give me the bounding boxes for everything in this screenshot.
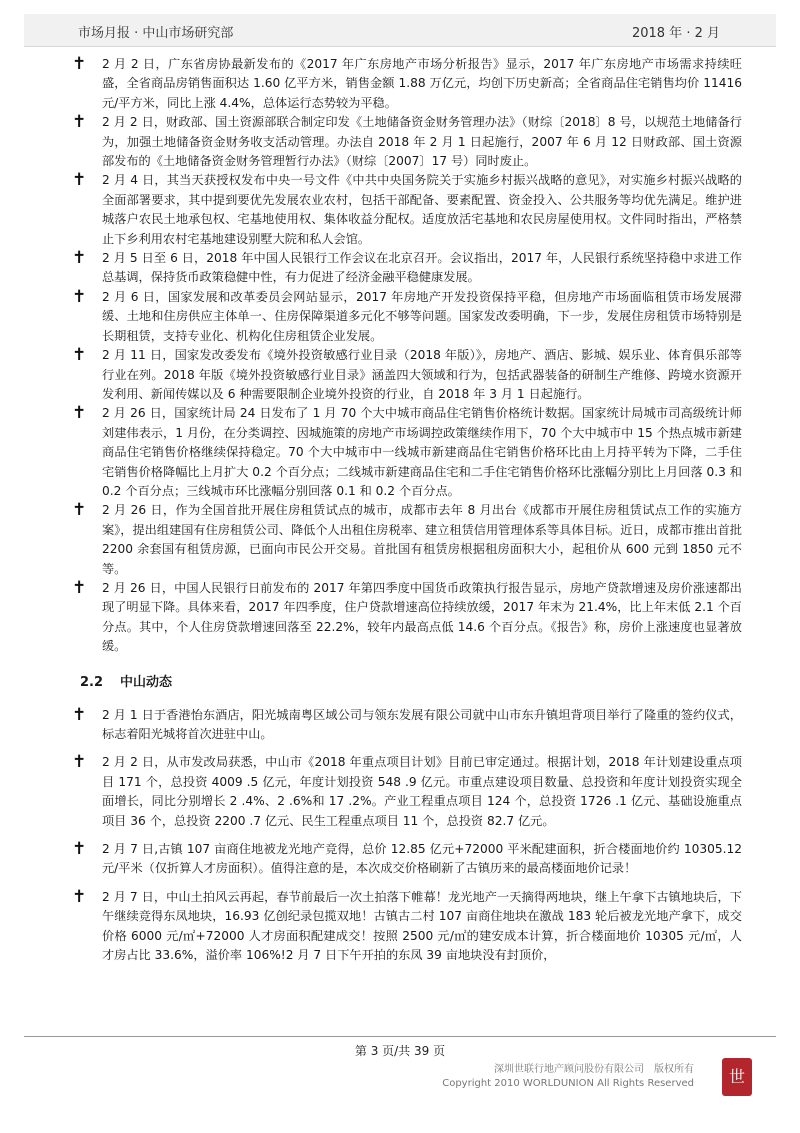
footer-divider — [24, 1036, 776, 1037]
section-zhongshan-news — [72, 706, 742, 966]
dagger-bullet-icon: ✝ — [72, 112, 87, 133]
dagger-bullet-icon: ✝ — [72, 345, 87, 366]
news-item — [72, 55, 742, 113]
news-item — [72, 113, 742, 171]
news-item — [72, 579, 742, 657]
news-item — [72, 288, 742, 346]
news-item-text: 2 月 26 日，中国人民银行日前发布的 2017 年第四季度中国货币政策执行报告显示，房地产贷款增速及房价涨速都出现了明显下降。具体来看，2017 年四季度，住户贷款增速高位持续放缓，2017 年末为 21.4%，比上年末低 2.1 个百分点。其中，个人住房贷款增速回落至 22.2%，较年内最高点低 14.6 个百分点。《报告》称，房价上涨速度也显著放缓。 — [102, 580, 742, 654]
dagger-bullet-icon: ✝ — [72, 170, 87, 191]
header-date: 2018 年 · 2 月 — [631, 26, 720, 41]
news-item — [72, 404, 742, 501]
news-item-text: 2 月 7 日，中山土拍风云再起，春节前最后一次土拍落下帷幕！龙光地产一天摘得两地块，继上午拿下古镇地块后，下午继续竞得东凤地块，16.93 亿创纪录包揽双地！古镇古二村 107 亩商住地块在激战 183 轮后被龙光地产拿下，成交价格 6000 元/㎡+72000 人才房面积配建成交！按照 2500 元/㎡的建安成本计算，折合楼面地价 10305 元/㎡，人才房占比 33.6%，溢价率 106%!2 月 7 日下午开拍的东凤 39 亩地块没有封顶价， — [102, 889, 742, 963]
news-item-text: 2 月 26 日，作为全国首批开展住房租赁试点的城市，成都市去年 8 月出台《成都市开展住房租赁试点工作的实施方案》，提出组建国有住房租赁公司、降低个人出租住房税率、建立租赁信用管理体系等具体目标。近日，成都市推出首批 2200 余套国有租赁房源，已面向市民公开交易。首批国有租赁房根据租房面积大小，起租价从 600 元到 1850 元不等。 — [102, 503, 742, 576]
page-number: 第 3 页/共 39 页 — [354, 1044, 446, 1058]
copyright-text: Copyright 2010 WORLDUNION All Rights Reserved — [442, 1078, 694, 1089]
dagger-bullet-icon: ✝ — [72, 248, 87, 269]
news-item — [72, 840, 742, 879]
section-heading — [80, 671, 742, 690]
news-item-text: 2 月 1 日于香港怡东酒店，阳光城南粤区域公司与领东发展有限公司就中山市东升镇坦背项目举行了隆重的签约仪式，标志着阳光城将首次进驻中山。 — [102, 707, 742, 741]
dagger-bullet-icon: ✝ — [72, 839, 87, 860]
section-number: 2.2 — [80, 674, 104, 690]
header-title: 市场月报 · 中山市场研究部 — [78, 26, 234, 41]
dagger-bullet-icon: ✝ — [72, 403, 87, 424]
news-item — [72, 501, 742, 579]
news-item-text: 2 月 2 日，广东省房协最新发布的《2017 年广东房地产市场分析报告》显示，2017 年广东房地产市场需求持续旺盛，全省商品房销售面积达 1.60 亿平方米，销售金额 1.88 万亿元，均创下历史新高；全省商品住宅销售均价 11416 元/平方米，同比上涨 4.4%，总体运行态势较为平稳。 — [102, 57, 742, 110]
dagger-bullet-icon: ✝ — [72, 500, 87, 521]
news-item-text: 2 月 2 日，从市发改局获悉，中山市《2018 年重点项目计划》目前已审定通过。根据计划，2018 年计划建设重点项目 171 个，总投资 4009 .5 亿元，年度计划投资 548 .9 亿元。市重点建设项目数量、总投资和年度计划投资实现全面增长，同比分别增长 2 .4%、2 .6%和 17 .2%。产业工程重点项目 124 个，总投资 1726 .1 亿元、基础设施重点项目 36 个，总投资 2200 .7 亿元、民生工程重点项目 11 个，总投资 82.7 亿元。 — [102, 755, 742, 828]
news-item-text: 2 月 6 日，国家发展和改革委员会网站显示，2017 年房地产开发投资保持平稳，但房地产市场面临租赁市场发展滞缓、土地和住房供应主体单一、住房保障渠道多元化不够等问题。国家发改委明确，下一步，发展住房租赁市场特别是长期租赁，支持专业化、机构化住房租赁企业发展。 — [102, 289, 742, 343]
footer-company — [442, 1063, 694, 1091]
news-item-text: 2 月 26 日，国家统计局 24 日发布了 1 月 70 个大中城市商品住宅销售价格统计数据。国家统计局城市司高级统计师刘建伟表示，1 月份，在分类调控、因城施策的房地产市场调控政策继续作用下，70 个大中城市中 15 个热点城市新建商品住宅销售价格继续保持稳定。70 个大中城市中一线城市新建商品住宅销售价格环比由上月持平转为下降，二手住宅销售价格降幅比上月扩大 0.2 个百分点；二线城市新建商品住宅和二手住宅销售价格环比涨幅分别比上月回落 0.3 和 0.2 个百分点；三线城市环比涨幅分别回落 0.1 和 0.2 个百分点。 — [102, 406, 742, 498]
dagger-bullet-icon: ✝ — [72, 54, 87, 74]
section-title: 中山动态 — [120, 674, 173, 690]
news-item — [72, 249, 742, 288]
worldunion-logo-icon: 世 — [722, 1058, 752, 1096]
dagger-bullet-icon: ✝ — [72, 577, 87, 598]
page-header — [24, 14, 776, 47]
news-item — [72, 706, 742, 745]
news-item-text: 2 月 4 日，其当天获授权发布中央一号文件《中共中央国务院关于实施乡村振兴战略的意见》，对实施乡村振兴战略的全面部署要求，其中提到要优先发展农业农村，包括干部配备、要素配置、资金投入、公共服务等均优先满足。维护进城落户农民土地承包权、宅基地使用权、集体收益分配权。适度放活宅基地和农民房屋使用权。文件同时指出，严格禁止下乡利用农村宅基地建设别墅大院和私人会馆。 — [102, 173, 742, 246]
news-item-text: 2 月 11 日，国家发改委发布《境外投资敏感行业目录（2018 年版）》，房地产、酒店、影城、娱乐业、体育俱乐部等行业在列。2018 年版《境外投资敏感行业目录》涵盖四大领域和行为，包括武器装备的研制生产维修、跨境水资源开发利用、新闻传媒以及 6 种需要限制企业境外投资的行业，自 2018 年 3 月 1 日起施行。 — [102, 348, 742, 401]
dagger-bullet-icon: ✝ — [72, 886, 87, 907]
section-national-news — [72, 55, 742, 657]
document-body — [72, 55, 742, 974]
news-item-text: 2 月 2 日，财政部、国土资源部联合制定印发《土地储备资金财务管理办法》（财综〔2018〕8 号，以规范土地储备行为，加强土地储备资金财务收支活动管理。办法自 2018 年 2 月 1 日起施行，2007 年 6 月 12 日财政部、国土资源部发布的《土地储备资金财务管理暂行办法》（财综〔2007〕17 号）同时废止。 — [102, 115, 742, 169]
dagger-bullet-icon: ✝ — [72, 704, 87, 725]
news-item — [72, 888, 742, 966]
news-item — [72, 346, 742, 404]
news-item — [72, 171, 742, 249]
dagger-bullet-icon: ✝ — [72, 752, 87, 773]
dagger-bullet-icon: ✝ — [72, 286, 87, 307]
company-name: 深圳世联行地产顾问股份有限公司 版权所有 — [494, 1064, 694, 1075]
news-item-text: 2 月 5 日至 6 日，2018 年中国人民银行工作会议在北京召开。会议指出，2017 年，人民银行系统坚持稳中求进工作总基调，保持货币政策稳健中性，有力促进了经济金融平稳健康发展。 — [102, 251, 742, 285]
news-item — [72, 753, 742, 831]
news-item-text: 2 月 7 日,古镇 107 亩商住地被龙光地产竞得，总价 12.85 亿元+72000 平米配建面积，折合楼面地价约 10305.12 元/平米（仅折算人才房面积）。值得注意的是，本次成交价格刷新了古镇历来的最高楼面地价记录！ — [102, 842, 742, 876]
